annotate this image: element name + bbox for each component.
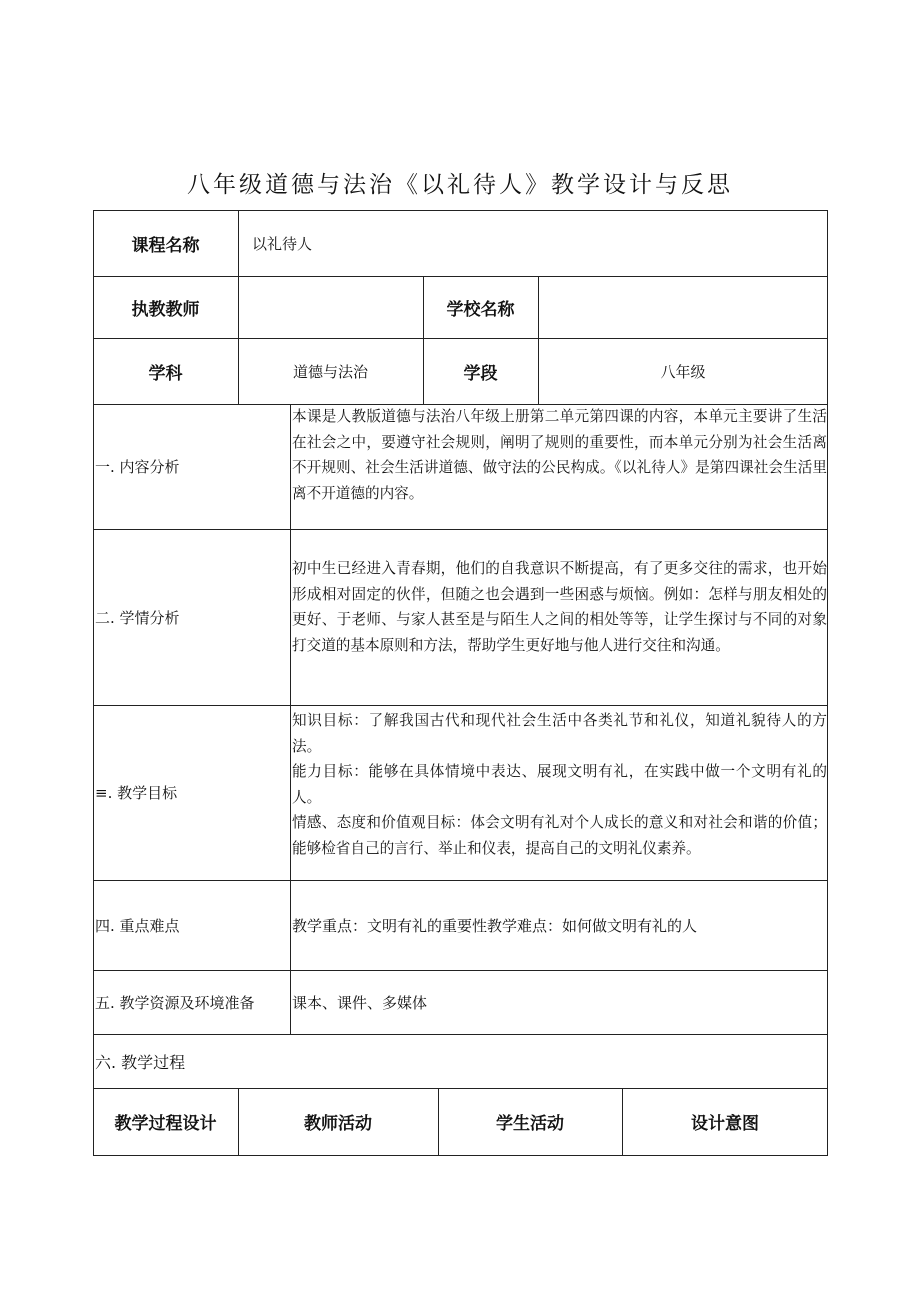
resources-label: 五. 教学资源及环境准备 bbox=[95, 993, 255, 1012]
stage-value: 八年级 bbox=[660, 362, 706, 381]
school-value bbox=[538, 276, 828, 338]
teacher-value bbox=[238, 276, 423, 338]
course-name-value: 以礼待人 bbox=[252, 234, 313, 253]
resources-text: 课本、课件、多媒体 bbox=[292, 993, 428, 1012]
subject-label: 学科 bbox=[148, 363, 183, 384]
school-label: 学校名称 bbox=[446, 299, 515, 320]
process-col-intent: 设计意图 bbox=[691, 1114, 759, 1134]
teaching-goals-label: ≡. 教学目标 bbox=[95, 784, 178, 802]
process-col-student: 学生活动 bbox=[496, 1114, 564, 1134]
stage-label: 学段 bbox=[463, 363, 498, 384]
content-analysis-text: 本课是人教版道德与法治八年级上册第二单元第四课的内容，本单元主要讲了生活在社会之中，要遵守社会规则，阐明了规则的重要性，而本单元分别为社会生活离不开规则、社会生活讲道德、做守法的公民构成。《以礼待人》是第四课社会生活里离不开道德的内容。 bbox=[292, 408, 827, 502]
teacher-label: 执教教师 bbox=[131, 299, 200, 320]
teaching-process-label: 六. 教学过程 bbox=[95, 1052, 186, 1072]
teaching-goals-text bbox=[292, 708, 827, 861]
content-analysis-label: 一. 内容分析 bbox=[95, 458, 180, 476]
process-col-design: 教学过程设计 bbox=[114, 1114, 217, 1134]
student-analysis-text: 初中生已经进入青春期，他们的自我意识不断提高，有了更多交往的需求，也开始形成相对固定的伙伴，但随之也会遇到一些困惑与烦恼。例如：怎样与朋友相处的更好、于老师、与家人甚至是与陌生人之间的相处等等，让学生探讨与不同的对象打交道的基本原则和方法，帮助学生更好地与他人进行交往和沟通。 bbox=[292, 560, 827, 654]
document-title: 八年级道德与法治《以礼待人》教学设计与反思 bbox=[187, 172, 733, 198]
student-analysis-label: 二. 学情分析 bbox=[95, 608, 180, 627]
subject-value: 道德与法治 bbox=[292, 362, 368, 381]
process-col-teacher: 教师活动 bbox=[304, 1114, 372, 1134]
course-name-label: 课程名称 bbox=[131, 235, 200, 256]
key-points-label: 四. 重点难点 bbox=[95, 916, 180, 935]
key-points-text: 教学重点：文明有礼的重要性教学难点：如何做文明有礼的人 bbox=[292, 916, 698, 935]
emotion-goal: 情感、态度和价值观目标：体会文明有礼对个人成长的意义和对社会和谐的价值；能够检省自己的言行、举止和仪表，提高自己的文明礼仪素养。 bbox=[292, 814, 827, 857]
ability-goal: 能力目标：能够在具体情境中表达、展现文明有礼，在实践中做一个文明有礼的人。 bbox=[292, 763, 827, 806]
knowledge-goal: 知识目标：了解我国古代和现代社会生活中各类礼节和礼仪，知道礼貌待人的方法。 bbox=[292, 712, 827, 755]
